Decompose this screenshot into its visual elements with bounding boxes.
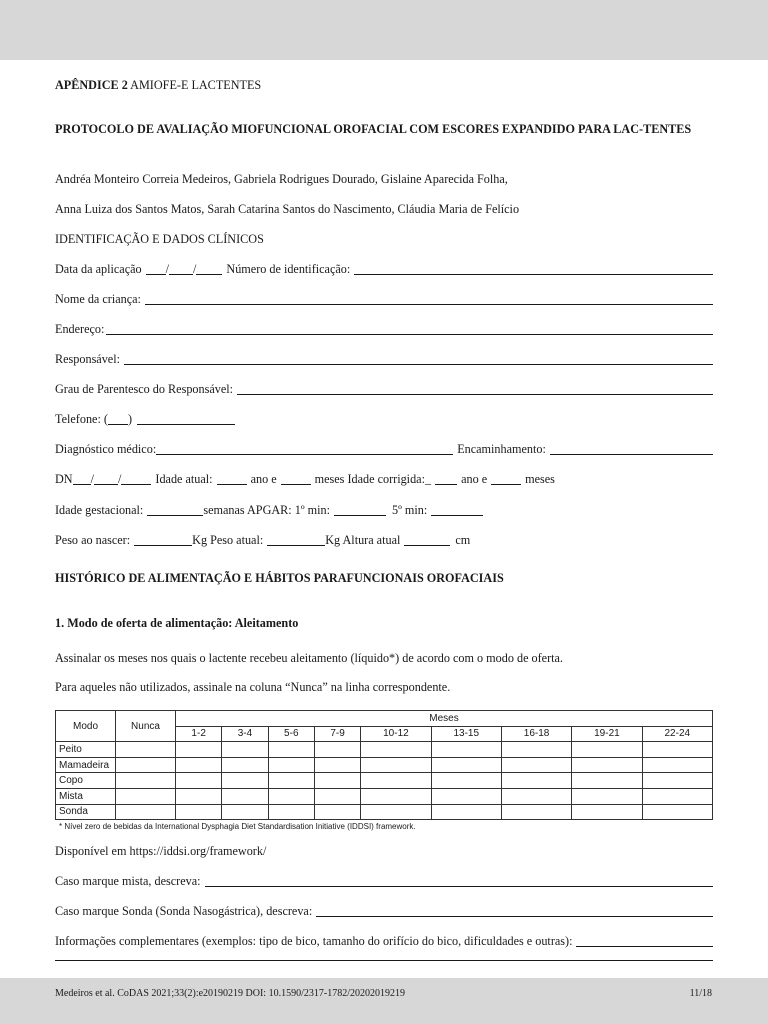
- input-dia[interactable]: [146, 263, 166, 275]
- feeding-table-wrap: [55, 710, 713, 831]
- label-diagnostico-medico: Diagnóstico médico:: [55, 442, 157, 456]
- header-meses: Meses: [176, 711, 713, 727]
- cell-month-1-2[interactable]: [176, 757, 222, 773]
- label-numero-identificacao: Número de identificação:: [226, 262, 351, 276]
- instruction-2: Para aqueles não utilizados, assinale na coluna “Nunca” na linha correspondente.: [55, 680, 451, 694]
- row-label-copo: Copo: [56, 773, 116, 789]
- input-altura-atual[interactable]: [404, 534, 450, 546]
- subsection-aleitamento: 1. Modo de oferta de alimentação: Aleitamento: [55, 616, 299, 630]
- cell-month-5-6[interactable]: [268, 742, 314, 758]
- cell-month-16-18[interactable]: [501, 757, 571, 773]
- input-telefone[interactable]: [137, 413, 235, 425]
- cell-month-22-24[interactable]: [642, 773, 712, 789]
- table-row: [56, 757, 713, 773]
- footer-citation: Medeiros et al. CoDAS 2021;33(2):e20190219 DOI: 10.1590/2317-1782/20202019219: [55, 988, 405, 999]
- input-mes[interactable]: [169, 263, 193, 275]
- month-header-13-15: 13-15: [431, 726, 501, 742]
- cell-month-19-21[interactable]: [572, 804, 642, 820]
- cell-month-16-18[interactable]: [501, 773, 571, 789]
- month-header-3-4: 3-4: [222, 726, 268, 742]
- cell-month-1-2[interactable]: [176, 804, 222, 820]
- month-header-10-12: 10-12: [361, 726, 431, 742]
- label-meses: meses: [525, 472, 555, 486]
- label-idade-corrigida: meses Idade corrigida:_: [314, 472, 432, 486]
- label-endereco: Endereço:: [55, 322, 105, 336]
- cell-month-10-12[interactable]: [361, 773, 431, 789]
- input-ddd[interactable]: [108, 413, 128, 425]
- cell-month-10-12[interactable]: [361, 757, 431, 773]
- cell-month-22-24[interactable]: [642, 788, 712, 804]
- cell-month-7-9[interactable]: [314, 757, 360, 773]
- row-grau-parentesco: [55, 382, 713, 397]
- row-info-complementares: [55, 934, 713, 949]
- row-responsavel: [55, 352, 713, 367]
- cell-month-3-4[interactable]: [222, 788, 268, 804]
- table-footnote: * Nível zero de bebidas da International Dysphagia Diet Standardisation Initiative (IDDSI) framework.: [59, 822, 416, 832]
- cell-month-16-18[interactable]: [501, 788, 571, 804]
- cell-month-13-15[interactable]: [431, 742, 501, 758]
- cell-month-19-21[interactable]: [572, 757, 642, 773]
- label-altura-atual: Kg Altura atual: [325, 533, 401, 547]
- label-encaminhamento: Encaminhamento:: [457, 442, 546, 456]
- row-nome: [55, 292, 713, 307]
- input-caso-mista[interactable]: [205, 875, 713, 887]
- header-nunca: Nunca: [116, 711, 176, 742]
- label-responsavel: Responsável:: [55, 352, 120, 366]
- row-label-peito: Peito: [56, 742, 116, 758]
- cell-month-1-2[interactable]: [176, 788, 222, 804]
- appendix-heading: [55, 78, 261, 93]
- input-endereco[interactable]: [106, 323, 713, 335]
- cell-month-22-24[interactable]: [642, 757, 712, 773]
- cell-month-7-9[interactable]: [314, 804, 360, 820]
- cell-month-10-12[interactable]: [361, 788, 431, 804]
- header-band: [0, 0, 768, 60]
- cell-month-16-18[interactable]: [501, 742, 571, 758]
- cell-month-13-15[interactable]: [431, 757, 501, 773]
- label-dn: DN: [55, 472, 73, 486]
- cell-month-10-12[interactable]: [361, 804, 431, 820]
- label-peso-nascer: Peso ao nascer:: [55, 533, 131, 547]
- cell-month-7-9[interactable]: [314, 788, 360, 804]
- row-diagnostico: [55, 442, 713, 457]
- row-data-aplicacao: Data da aplicação / / Número de identificação:: [55, 262, 713, 277]
- feeding-table-body: [56, 742, 713, 820]
- section-historico-heading: HISTÓRICO DE ALIMENTAÇÃO E HÁBITOS PARAFUNCIONAIS OROFACIAIS: [55, 571, 504, 585]
- cell-nunca[interactable]: [116, 788, 176, 804]
- iddsi-availability: Disponível em https://iddsi.org/framework/: [55, 844, 267, 858]
- row-telefone: [55, 412, 235, 427]
- table-row: [56, 773, 713, 789]
- row-dn-idade: DN / / Idade atual: ano e meses Idade corrigida:_ ano e meses: [55, 472, 555, 486]
- input-numero-identificacao[interactable]: [354, 263, 713, 275]
- cell-month-19-21[interactable]: [572, 742, 642, 758]
- month-header-1-2: 1-2: [176, 726, 222, 742]
- page-number: 11/18: [689, 988, 712, 999]
- input-caso-sonda[interactable]: [316, 905, 713, 917]
- input-nome-crianca[interactable]: [145, 293, 713, 305]
- input-peso-atual[interactable]: [267, 534, 325, 546]
- cell-month-7-9[interactable]: [314, 742, 360, 758]
- appendix-label: APÊNDICE 2: [55, 78, 128, 92]
- cell-month-7-9[interactable]: [314, 773, 360, 789]
- cell-month-1-2[interactable]: [176, 742, 222, 758]
- table-row: [56, 804, 713, 820]
- cell-nunca[interactable]: [116, 804, 176, 820]
- cell-month-5-6[interactable]: [268, 773, 314, 789]
- label-telefone-close: ): [127, 412, 133, 426]
- label-data-aplicacao: Data da aplicação: [55, 262, 142, 276]
- authors-line-2: Anna Luiza dos Santos Matos, Sarah Catarina Santos do Nascimento, Cláudia Maria de Felício: [55, 202, 520, 216]
- month-header-22-24: 22-24: [642, 726, 712, 742]
- cell-nunca[interactable]: [116, 757, 176, 773]
- cell-month-3-4[interactable]: [222, 757, 268, 773]
- input-corrigida-meses[interactable]: [491, 473, 521, 485]
- cell-month-3-4[interactable]: [222, 773, 268, 789]
- label-caso-mista: Caso marque mista, descreva:: [55, 874, 201, 888]
- input-dn-mes[interactable]: [94, 473, 118, 485]
- appendix-subtitle: AMIOFE-E LACTENTES: [127, 78, 262, 92]
- input-corrigida-anos[interactable]: [435, 473, 457, 485]
- input-peso-nascer[interactable]: [134, 534, 192, 546]
- cell-month-5-6[interactable]: [268, 804, 314, 820]
- label-caso-sonda: Caso marque Sonda (Sonda Nasogástrica), descreva:: [55, 904, 313, 918]
- cell-month-3-4[interactable]: [222, 742, 268, 758]
- label-info-complementares: Informações complementares (exemplos: tipo de bico, tamanho do orifício do bico, dificuldades e outras):: [55, 934, 573, 948]
- input-idade-meses[interactable]: [281, 473, 311, 485]
- input-dn-dia[interactable]: [73, 473, 91, 485]
- cell-month-3-4[interactable]: [222, 804, 268, 820]
- row-caso-sonda: [55, 904, 713, 919]
- table-row: [56, 788, 713, 804]
- cell-nunca[interactable]: [116, 742, 176, 758]
- section-identification-heading: IDENTIFICAÇÃO E DADOS CLÍNICOS: [55, 232, 264, 246]
- cell-month-16-18[interactable]: [501, 804, 571, 820]
- input-dn-ano[interactable]: [121, 473, 151, 485]
- authors-line-1: Andréa Monteiro Correia Medeiros, Gabriela Rodrigues Dourado, Gislaine Aparecida Folha,: [55, 172, 508, 186]
- month-header-19-21: 19-21: [572, 726, 642, 742]
- row-label-sonda: Sonda: [56, 804, 116, 820]
- cell-month-19-21[interactable]: [572, 773, 642, 789]
- month-header-16-18: 16-18: [501, 726, 571, 742]
- cell-month-1-2[interactable]: [176, 773, 222, 789]
- label-cm: cm: [455, 533, 471, 547]
- input-info-complementares[interactable]: [576, 935, 713, 947]
- cell-nunca[interactable]: [116, 773, 176, 789]
- input-apgar-5min[interactable]: [431, 504, 483, 516]
- input-apgar-1min[interactable]: [334, 504, 386, 516]
- cell-month-13-15[interactable]: [431, 773, 501, 789]
- instruction-1: Assinalar os meses nos quais o lactente recebeu aleitamento (líquido*) de acordo com o modo de oferta.: [55, 651, 563, 665]
- label-peso-atual: Kg Peso atual:: [192, 533, 264, 547]
- cell-month-13-15[interactable]: [431, 788, 501, 804]
- input-encaminhamento[interactable]: [550, 443, 713, 455]
- label-ano-e: ano e: [250, 472, 277, 486]
- footer-band: [0, 978, 768, 1024]
- month-header-5-6: 5-6: [268, 726, 314, 742]
- input-info-complementares-line2[interactable]: [55, 949, 713, 961]
- input-semanas[interactable]: [147, 504, 203, 516]
- row-peso: [55, 533, 470, 548]
- month-header-7-9: 7-9: [314, 726, 360, 742]
- input-responsavel[interactable]: [124, 353, 713, 365]
- label-apgar-1min: semanas APGAR: 1º min:: [203, 503, 330, 517]
- row-label-mista: Mista: [56, 788, 116, 804]
- protocol-title: PROTOCOLO DE AVALIAÇÃO MIOFUNCIONAL OROFACIAL COM ESCORES EXPANDIDO PARA LAC-TENTES: [55, 122, 692, 136]
- label-ano-e-2: ano e: [461, 472, 488, 486]
- row-endereco: [55, 322, 713, 337]
- label-telefone: Telefone: (: [55, 412, 108, 426]
- label-idade-atual: Idade atual:: [155, 472, 213, 486]
- cell-month-13-15[interactable]: [431, 804, 501, 820]
- cell-month-10-12[interactable]: [361, 742, 431, 758]
- cell-month-22-24[interactable]: [642, 742, 712, 758]
- input-diagnostico-medico[interactable]: [156, 443, 453, 455]
- header-modo: Modo: [56, 711, 116, 742]
- input-grau-parentesco[interactable]: [237, 383, 713, 395]
- label-grau-parentesco: Grau de Parentesco do Responsável:: [55, 382, 234, 396]
- row-caso-mista: [55, 874, 713, 889]
- table-row: [56, 742, 713, 758]
- cell-month-5-6[interactable]: [268, 757, 314, 773]
- label-apgar-5min: 5º min:: [392, 503, 428, 517]
- cell-month-19-21[interactable]: [572, 788, 642, 804]
- label-nome-crianca: Nome da criança:: [55, 292, 141, 306]
- row-idade-gestacional: [55, 503, 483, 518]
- feeding-table: [55, 710, 713, 820]
- cell-month-22-24[interactable]: [642, 804, 712, 820]
- input-ano[interactable]: [196, 263, 222, 275]
- cell-month-5-6[interactable]: [268, 788, 314, 804]
- input-idade-anos[interactable]: [217, 473, 247, 485]
- label-idade-gestacional: Idade gestacional:: [55, 503, 144, 517]
- row-label-mamadeira: Mamadeira: [56, 757, 116, 773]
